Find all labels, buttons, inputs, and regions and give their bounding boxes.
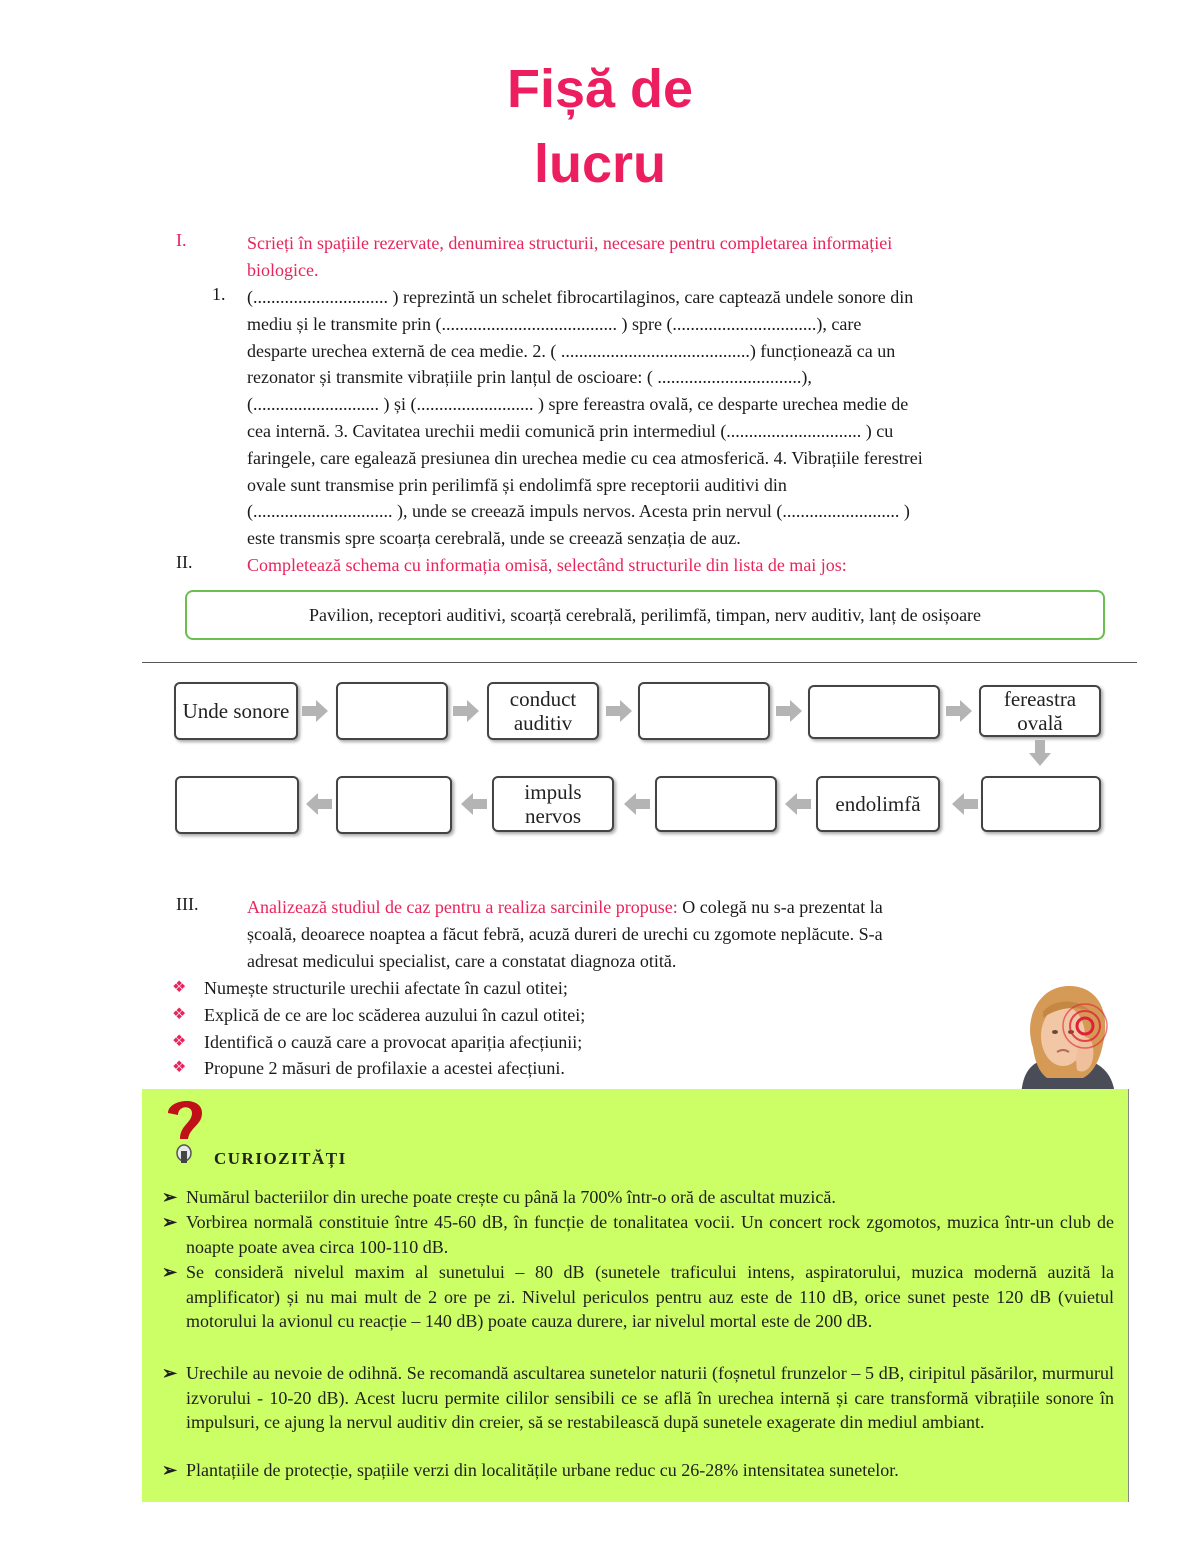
text-line: cea internă. 3. Cavitatea urechii medii comunică prin intermediul (.............................. ) cu <box>247 420 894 441</box>
diagram-box-endolimfa: endolimfă <box>816 776 940 832</box>
section1-number: I. <box>176 230 187 250</box>
diagram-box-blank[interactable] <box>981 776 1101 832</box>
fact-item <box>162 1260 1114 1334</box>
arrow-left-icon <box>950 793 978 815</box>
fact-text: Plantațiile de protecție, spațiile verzi din localitățile urbane reduc cu 26-28% intensitatea sunetelor. <box>186 1460 899 1480</box>
arrow-left-icon <box>783 793 811 815</box>
section1-instruction-line1: Scrieți în spațiile rezervate, denumirea structurii, necesare pentru completarea informației <box>247 233 893 253</box>
divider <box>142 662 1137 663</box>
text-line: desparte urechea externă de cea medie. 2. ( ..........................................) funcționează ca un <box>247 340 896 361</box>
arrow-left-icon <box>459 793 487 815</box>
arrow-bullet-icon: ➢ <box>162 1187 178 1207</box>
fact-item <box>162 1361 1114 1435</box>
diagram-box-fereastra-ovala: fereastra ovală <box>979 685 1101 737</box>
section2-number: II. <box>176 552 193 572</box>
fact-item <box>162 1210 1114 1259</box>
text-line: rezonator și transmite vibrațiile prin lanțul de oscioare: ( ................................), <box>247 367 812 388</box>
text-line: (............................ ) și (.......................... ) spre fereastra ovală, ce desparte urechea medie de <box>247 394 909 415</box>
item-number: 1. <box>212 284 226 304</box>
fact-text: Urechile au nevoie de odihnă. Se recomandă ascultarea sunetelor naturii (foșnetul frunzelor – 5 dB, ciripitul păsărilor, murmurul izvorului - 10-20 dB). Acest lucru permite cililor sensibili ce se află în urechea internă și care transformă vibrațiile sonore în impulsuri, ce ajung la nervul auditiv din creier, să se restabilească după sunetele exagerate din mediul ambiant. <box>186 1363 1114 1432</box>
page-title-line2: lucru <box>533 134 667 194</box>
text-line: este transmis spre scoarța cerebrală, unde se creează senzația de auz. <box>247 528 741 549</box>
section3-case <box>247 894 1047 974</box>
diagram-box-unde-sonore: Unde sonore <box>174 682 298 740</box>
arrow-right-icon <box>776 700 804 722</box>
case-text: adresat medicului specialist, care a constatat diagnoza otită. <box>247 950 677 971</box>
diagram-box-blank[interactable] <box>638 682 770 740</box>
diamond-bullet-icon: ❖ <box>172 1032 187 1050</box>
fact-text: Vorbirea normală constituie între 45-60 dB, în funcție de tonalitatea vocii. Un concert rock zgomotos, muzica într-un club de noapte poate avea circa 100-110 dB. <box>186 1212 1114 1257</box>
arrow-bullet-icon: ➢ <box>162 1460 178 1480</box>
text-line: faringele, care egalează presiunea din urechea medie cu cea atmosferică. 4. Vibrațiile ferestrei <box>247 447 923 468</box>
page-title-line1: Fișă de <box>506 59 694 119</box>
fact-text: Numărul bacteriilor din ureche poate crește cu până la 700% într-o oră de ascultat muzică. <box>186 1187 836 1207</box>
diagram-box-blank[interactable] <box>175 776 299 834</box>
case-text: școală, deoarece noaptea a făcut febră, acuză dureri de urechi cu zgomote neplăcute. S-a <box>247 923 883 944</box>
section2-instruction: Completează schema cu informația omisă, selectând structurile din lista de mai jos: <box>247 555 847 575</box>
arrow-down-icon <box>1029 740 1051 766</box>
list-item <box>172 1055 585 1082</box>
diamond-bullet-icon: ❖ <box>172 1005 187 1023</box>
diamond-bullet-icon: ❖ <box>172 1059 187 1077</box>
section3-number: III. <box>176 894 199 914</box>
task-text: Numește structurile urechii afectate în cazul otitei; <box>204 978 568 998</box>
diamond-bullet-icon: ❖ <box>172 979 187 996</box>
arrow-right-icon <box>453 700 481 722</box>
diagram-box-blank[interactable] <box>655 776 777 832</box>
list-item <box>172 975 585 1002</box>
section1-instruction <box>247 230 1077 284</box>
task-list <box>172 975 585 1082</box>
text-line: mediu și le transmite prin (....................................... ) spre (................................), care <box>247 313 862 334</box>
case-text: O colegă nu s-a prezentat la <box>677 897 883 917</box>
question-mark-icon <box>162 1095 208 1167</box>
word-list: Pavilion, receptori auditivi, scoarță cerebrală, perilimfă, timpan, nerv auditiv, lanț de osișoare <box>308 604 982 625</box>
girl-ear-pain-illustration <box>1003 978 1127 1096</box>
arrow-left-icon <box>304 793 332 815</box>
fact-item <box>162 1458 1114 1483</box>
list-item <box>172 1002 585 1029</box>
task-text: Identifică o cauză care a provocat apariția afecțiunii; <box>204 1031 583 1052</box>
text-line: (............................... ), unde se creează impuls nervos. Acesta prin nervul (.......................... ) <box>247 501 910 522</box>
curiosities-heading: CURIOZITĂȚI <box>214 1149 347 1168</box>
arrow-right-icon <box>946 700 974 722</box>
fact-item <box>162 1185 1114 1210</box>
arrow-right-icon <box>302 700 330 722</box>
arrow-bullet-icon: ➢ <box>162 1262 178 1282</box>
list-item <box>172 1029 585 1056</box>
section1-instruction-line2: biologice. <box>247 259 319 280</box>
curiosities-box <box>142 1089 1129 1502</box>
section1-text <box>247 284 1077 552</box>
task-text: Propune 2 măsuri de profilaxie a acestei afecțiuni. <box>204 1058 565 1079</box>
arrow-left-icon <box>622 793 650 815</box>
arrow-bullet-icon: ➢ <box>162 1212 178 1232</box>
diagram-box-conduct-auditiv: conduct auditiv <box>487 682 599 740</box>
diagram-box-impuls-nervos: impuls nervos <box>492 776 614 832</box>
diagram-box-blank[interactable] <box>336 682 448 740</box>
section3-instruction: Analizează studiul de caz pentru a realiza sarcinile propuse: <box>247 897 678 917</box>
text-line: (.............................. ) reprezintă un schelet fibrocartilaginos, care captează undele sonore din <box>247 287 914 307</box>
task-text: Explică de ce are loc scăderea auzului în cazul otitei; <box>204 1004 586 1025</box>
text-line: ovale sunt transmise prin perilimfă și endolimfă spre receptorii auditivi din <box>247 474 787 495</box>
word-list-box <box>185 590 1105 640</box>
fact-text: Se consideră nivelul maxim al sunetului – 80 dB (sunetele traficului intens, aspiratorului, muzica modernă auzită la amplificator) și nu mai mult de 2 ore pe zi. Nivelul periculos pentru auz este de 110 dB, orice sunet peste 120 dB (vuietul motorului la avionul cu reacție – 140 dB) poate cauza durere, iar nivelul mortal este de 200 dB. <box>186 1262 1114 1331</box>
diagram-box-blank[interactable] <box>808 685 940 739</box>
arrow-right-icon <box>606 700 634 722</box>
diagram-box-blank[interactable] <box>336 776 452 834</box>
arrow-bullet-icon: ➢ <box>162 1363 178 1383</box>
